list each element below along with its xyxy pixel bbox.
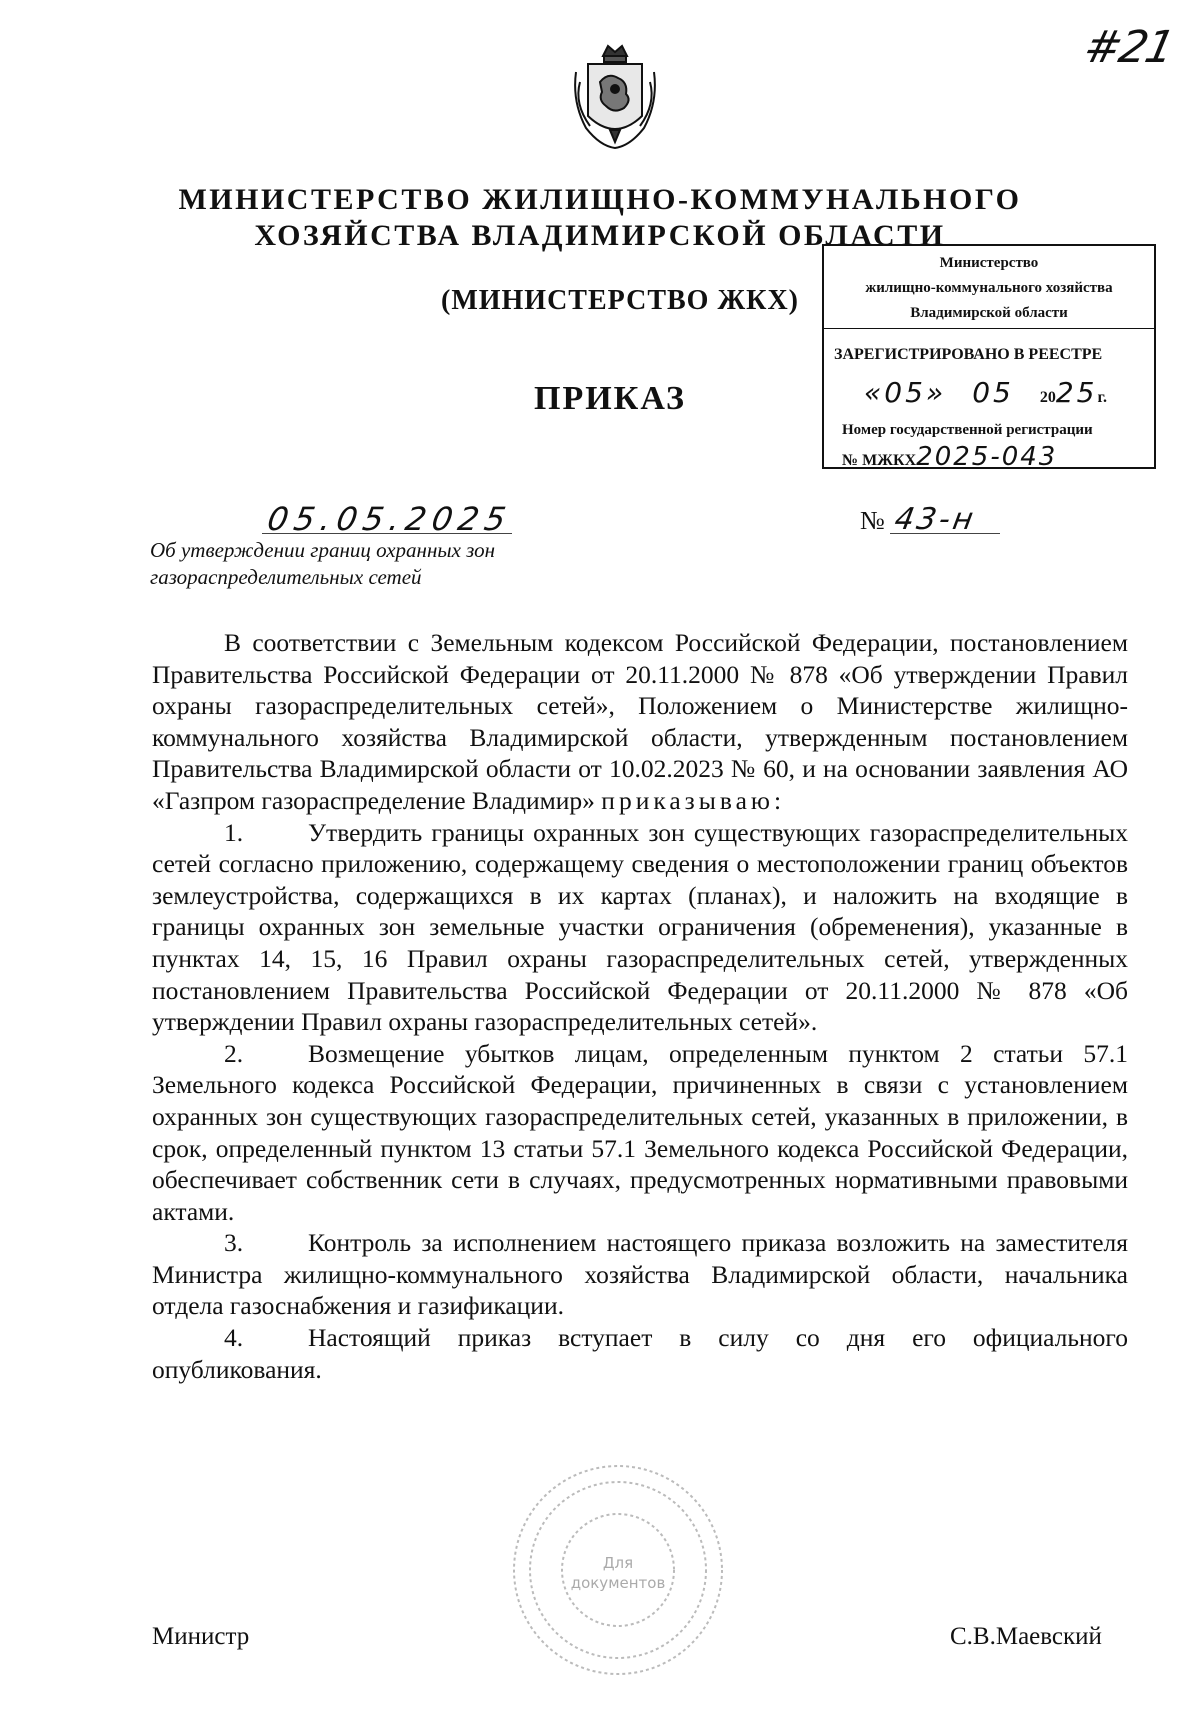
item-number: 3. [224, 1228, 244, 1258]
order-number-prefix: № [860, 506, 885, 535]
order-number-underline [890, 533, 1000, 534]
order-subject [150, 537, 610, 591]
stamp-date-year-suffix: 25 [1055, 376, 1098, 409]
item-number: 1. [224, 817, 244, 847]
signature-position: Министр [152, 1623, 250, 1650]
stamp-org-line2: жилищно-коммунального хозяйства [865, 280, 1113, 296]
stamp-date-day: «05» [864, 376, 947, 409]
preamble-paragraph [152, 627, 1128, 817]
stamp-date-suffix: г. [1097, 389, 1107, 406]
order-item [152, 817, 1128, 1038]
order-item [152, 1227, 1128, 1322]
ministry-title-line2: ХОЗЯЙСТВА ВЛАДИМИРСКОЙ ОБЛАСТИ [254, 219, 946, 252]
item-number: 4. [224, 1323, 244, 1353]
handwritten-page-mark: #21 [1079, 22, 1178, 73]
stamp-number [842, 442, 1057, 472]
item-text: Контроль за исполнением настоящего приказа возложить на заместителя Министра жилищно-коммунального хозяйства Владимирской области, начальника отдела газоснабжения и газификации. [152, 1228, 1128, 1321]
stamp-date-year-prefix: 20 [1039, 389, 1056, 406]
coat-of-arms-icon [570, 42, 660, 154]
stamp-number-value: 2025-043 [916, 442, 1058, 472]
official-seal [508, 1460, 728, 1680]
document-type-heading: ПРИКАЗ [534, 380, 686, 417]
stamp-date [864, 376, 1154, 409]
preamble-order-word: приказываю: [601, 785, 786, 815]
order-subject-line1: Об утверждении границ охранных зон [150, 538, 496, 562]
stamp-date-month: 05 [972, 376, 1014, 409]
seal-center-line2: документов [570, 1574, 666, 1592]
item-text: Утвердить границы охранных зон существующих газораспределительных сетей согласно приложению, содержащему сведения о местоположении границ объектов землеустройства, содержащихся в их картах (планах), и наложить на входящие в границы охранных зон земельные участки ограничения (обременения), указанные в пунктах 14, 15, 16 Правил охраны газораспределительных сетей, утвержденных постановлением Правительства Российской Федерации от 20.11.2000 № 878 «Об утверждении Правил охраны газораспределительных сетей». [152, 817, 1128, 1037]
stamp-org-line1: Министерство [939, 255, 1039, 271]
registration-stamp [822, 244, 1156, 472]
preamble-text: В соответствии с Земельным кодексом Российской Федерации, постановлением Правительства Российской Федерации от 20.11.2000 № 878 «Об утверждении Правил охраны газораспределительных сетей», Положением о Министерстве жилищно-коммунального хозяйства Владимирской области, утвержденным постановлением Правительства Владимирской области от 10.02.2023 № 60, и на основании заявления АО «Газпром газораспределение Владимир» [152, 628, 1128, 815]
ministry-short-name: (МИНИСТЕРСТВО ЖКХ) [441, 285, 799, 316]
order-body [152, 627, 1128, 1385]
ministry-title-line1: МИНИСТЕРСТВО ЖИЛИЩНО-КОММУНАЛЬНОГО [178, 183, 1022, 216]
order-date: 05.05.2025 [264, 500, 515, 538]
stamp-divider [824, 328, 1154, 329]
stamp-number-label: Номер государственной регистрации [842, 422, 1093, 438]
signature-name: С.В.Маевский [950, 1623, 1102, 1650]
seal-center-line1: Для [602, 1554, 634, 1572]
order-item [152, 1038, 1128, 1228]
stamp-organization [824, 246, 1154, 328]
order-item [152, 1322, 1128, 1385]
stamp-registered-label: ЗАРЕГИСТРИРОВАНО В РЕЕСТРЕ [834, 346, 1103, 363]
order-date-underline [262, 533, 512, 534]
item-number: 2. [224, 1038, 244, 1068]
order-number-value: 43-н [891, 502, 979, 537]
order-number [860, 502, 979, 537]
item-text: Возмещение убытков лицам, определенным пунктом 2 статьи 57.1 Земельного кодекса Российской Федерации, причиненных в связи с установлением охранных зон существующих газораспределительных сетей, указанных в приложении, в срок, определенный пунктом 13 статьи 57.1 Земельного кодекса Российской Федерации, обеспечивает собственник сети в случаях, предусмотренных нормативными правовыми актами. [152, 1038, 1128, 1226]
stamp-number-prefix: № МЖКХ [842, 452, 917, 469]
item-text: Настоящий приказ вступает в силу со дня его официального опубликования. [152, 1323, 1128, 1384]
stamp-org-line3: Владимирской области [910, 305, 1068, 321]
order-subject-line2: газораспределительных сетей [150, 565, 422, 589]
